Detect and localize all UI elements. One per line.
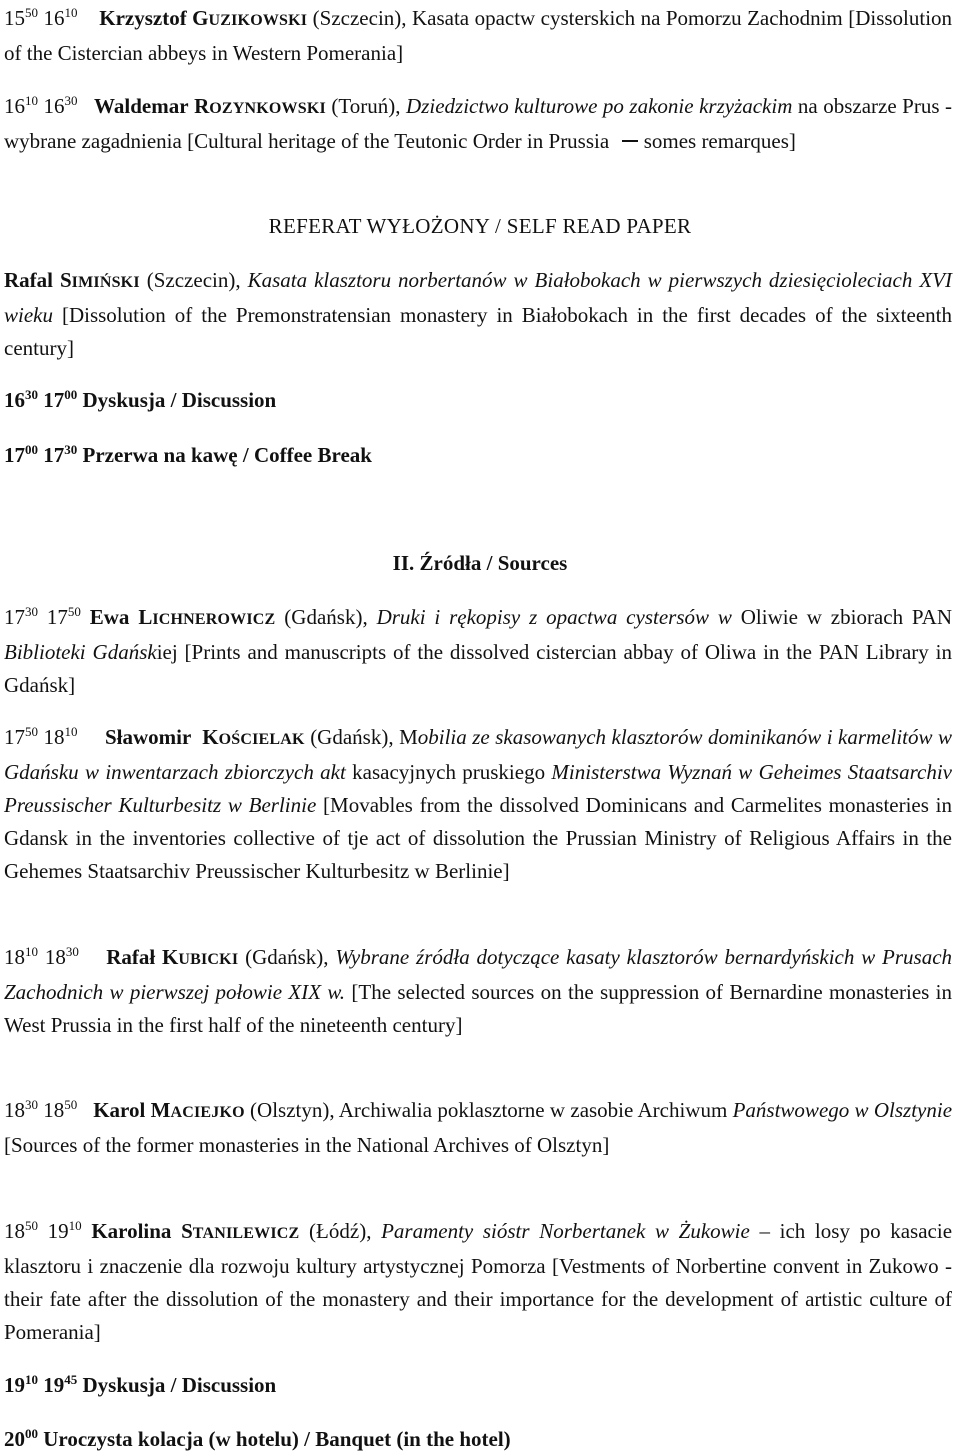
speaker-last-name: LICHNEROWICZ	[138, 605, 276, 629]
time-start: $20^{00}$	[4, 1426, 38, 1451]
program-entry	[4, 264, 952, 365]
speaker-first-name: Karol	[93, 1098, 146, 1122]
talk-title: Paramenty sióstr Norbertanek w Żukowie –	[381, 1219, 770, 1243]
speaker-first-name: Ewa	[89, 605, 130, 629]
speaker-last-name: MACIEJKO	[150, 1098, 245, 1122]
talk-title: Państwowego w Olsztynie	[732, 1098, 953, 1122]
talk-title: Wybrane źródła dotyczące kasaty klasztorów bernardyńskich w Prusach Zachodnich w pierwszej połowie XIX w.	[4, 945, 953, 1004]
talk-title: Dziedzictwo kulturowe po zakonie krzyżackim	[406, 94, 793, 118]
time-range: $18^{50}$ $19^{10}$	[4, 1218, 82, 1243]
speaker-last-name: KUBICKI	[162, 945, 239, 969]
program-entry	[4, 2, 952, 70]
talk-translation: [Movables from the dissolved Dominicans and Carmelites monasteries in Gdansk in the inventories collective of tje act of dissolution the Prussian Ministry of Religious Affairs in the Gehemes Staatsarchiv Preussischer Kulturbesitz w Berlinie]	[4, 793, 952, 883]
speaker-affiliation: (Toruń),	[325, 94, 407, 118]
talk-translation: ich losy po kasacie klasztoru i znaczenie dla rozwoju kultury artystycznej Pomorza [Vestments of Norbertine convent in Zukowo - their fate after the dissolution of the monastery and their importance for the development of artistic culture of Pomerania]	[4, 1219, 953, 1344]
speaker-first-name: Waldemar	[94, 94, 189, 118]
banquet-item	[4, 1423, 952, 1456]
speaker-affiliation: (Gdańsk),	[275, 605, 377, 629]
talk-translation: [Sources of the former monasteries in the National Archives of Olsztyn]	[4, 1133, 610, 1157]
coffee-break-item	[4, 439, 952, 472]
time-range: $19^{10}$ $19^{45}$	[4, 1372, 78, 1397]
speaker-affiliation: (Łódź),	[299, 1219, 382, 1243]
discussion-label: Dyskusja / Discussion	[82, 1373, 277, 1397]
time-range: $15^{50}$ $16^{10}$	[4, 5, 78, 30]
talk-translation: [Dissolution of the Premonstratensian monastery in Białobokach in the first decades of the sixteenth century]	[4, 303, 952, 360]
dash-mark	[622, 140, 638, 142]
discussion-label: Dyskusja / Discussion	[82, 388, 277, 412]
self-read-heading: REFERAT WYŁOŻONY / SELF READ PAPER	[268, 214, 692, 238]
time-range: $18^{10}$ $18^{30}$	[4, 944, 79, 969]
speaker-first-name: Sławomir	[104, 725, 192, 749]
speaker-last-name: STANILEWICZ	[181, 1219, 300, 1243]
section-heading: II. Źródła / Sources	[392, 551, 568, 575]
speaker-last-name: GUZIKOWSKI	[192, 6, 308, 30]
program-entry	[4, 941, 952, 1042]
program-entry	[4, 1094, 952, 1162]
time-range: $17^{50}$ $18^{10}$	[4, 724, 78, 749]
speaker-first-name: Rafal	[4, 268, 53, 292]
banquet-label: Uroczysta kolacja (w hotelu) / Banquet (in the hotel)	[43, 1427, 511, 1451]
speaker-affiliation: (Szczecin),	[139, 268, 248, 292]
talk-translation: na obszarze Prus - wybrane zagadnienia [Cultural heritage of the Teutonic Order in Prussia	[4, 94, 953, 153]
talk-text: kasacyjnych pruskiego	[345, 760, 552, 784]
program-entry	[4, 90, 952, 158]
talk-translation-tail: somes remarques]	[643, 129, 796, 153]
time-range: $16^{30}$ $17^{00}$	[4, 387, 78, 412]
talk-translation: iej [Prints and manuscripts of the dissolved cistercian abbay of Oliwa in the PAN Library in Gdańsk]	[4, 640, 952, 697]
speaker-last-name: ROZYNKOWSKI	[194, 94, 326, 118]
break-label: Przerwa na kawę / Coffee Break	[82, 443, 372, 467]
talk-title-part: Biblioteki Gdańsk	[4, 640, 157, 664]
speaker-first-name: Karolina	[91, 1219, 172, 1243]
speaker-affiliation: (Szczecin),	[312, 6, 412, 30]
discussion-item	[4, 1369, 952, 1402]
time-range: $17^{00}$ $17^{30}$	[4, 442, 78, 467]
speaker-first-name: Rafał	[106, 945, 156, 969]
program-entry	[4, 601, 952, 702]
speaker-last-name: KOŚCIELAK	[202, 725, 305, 749]
program-entry	[4, 1215, 952, 1349]
talk-translation: [The selected sources on the suppression of Bernardine monasteries in West Prussia in the first half of the nineteenth century]	[4, 980, 952, 1037]
time-range: $17^{30}$ $17^{50}$	[4, 604, 81, 629]
talk-title: Druki i rękopisy z opactwa cystersów w	[376, 605, 732, 629]
speaker-last-name: SIMIŃSKI	[59, 268, 140, 292]
speaker-first-name: Krzysztof	[99, 6, 187, 30]
program-entry	[4, 721, 952, 888]
speaker-affiliation: (Gdańsk), M	[304, 725, 418, 749]
speaker-affiliation: (Gdańsk),	[238, 945, 336, 969]
discussion-item	[4, 384, 952, 417]
talk-title: Kasata opactw cysterskich na Pomorzu Zachodnim	[411, 6, 843, 30]
talk-title: obilia ze skasowanych klasztorów dominikanów i karmelitów w Gdańsku w inwentarzach zbiorczych akt	[4, 725, 953, 784]
talk-title-part: Ministerstwa Wyznań w Geheimes Staatsarchiv Preussischer Kulturbesitz w Berlinie	[4, 760, 952, 817]
time-range: $18^{30}$ $18^{50}$	[4, 1097, 78, 1122]
speaker-affiliation: (Olsztyn), Archiwalia poklasztorne w zasobie Archiwum	[244, 1098, 733, 1122]
time-range: $16^{10}$ $16^{30}$	[4, 93, 78, 118]
talk-translation: [Dissolution of the Cistercian abbeys in Western Pomerania]	[4, 6, 953, 65]
talk-text: Oliwie w zbiorach PAN	[731, 605, 953, 629]
talk-title: Kasata klasztoru norbertanów w Białobokach w pierwszych dziesięcioleciach XVI wieku	[4, 268, 952, 327]
